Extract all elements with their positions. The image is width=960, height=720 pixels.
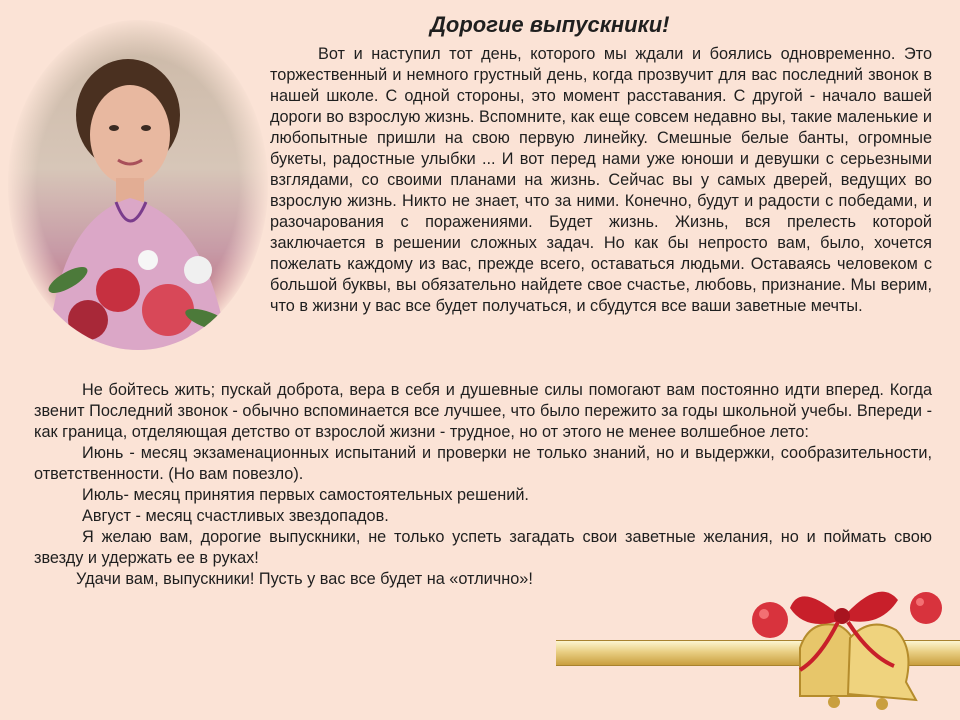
white-flowers bbox=[184, 256, 212, 284]
intro-paragraph: Вот и наступил тот день, которого мы ждали и боялись одновременно. Это торжественный и немного грустный день, когда прозвучит для вас последний звонок в нашей школе. С одной стороны, это момент расставания. С другой - начало вашей дороги во взрослую жизнь. Вспомните, как еще совсем недавно вы, такие маленькие и любопытные пришли на свою первую линейку. Смешные белые банты, огромные букеты, радостные улыбки ... И вот перед нами уже юноши и девушки с серьезными взглядами, со своими планами на жизнь. Сейчас вы у самых дверей, ведущих во взрослую жизнь. Никто не знает, что за ними. Конечно, будут и радости с победами, и разочарования с поражениями. Будет жизнь. Жизнь, вся прелесть которой заключается в решении сложных задач. Но как бы непросто вам, было, хочется пожелать каждому из вас, прежде всего, оставаться людьми. Оставаясь человеком с большой буквы, вы обязательно найдете свое счастье, любовь, признание. Мы верим, что в жизни у вас все будет получаться, и сбудутся все ваши заветные мечты. bbox=[270, 45, 932, 315]
bell-clapper bbox=[876, 698, 888, 710]
paragraph-june: Июнь - месяц экзаменационных испытаний и проверки не только знаний, но и выдержки, сообразительности, ответственности. (Но вам повезло). bbox=[34, 444, 932, 483]
red-bow-loop bbox=[790, 596, 842, 624]
red-bow-loop bbox=[846, 592, 898, 622]
intro-text-block bbox=[270, 44, 932, 317]
right-eye bbox=[141, 125, 151, 131]
paragraph-wish: Я желаю вам, дорогие выпускники, не только успеть загадать свои заветные желания, но и поймать свою звезду и удержать ее в руках! bbox=[34, 528, 932, 567]
face bbox=[90, 85, 170, 185]
white-flowers bbox=[138, 250, 158, 270]
red-ornament-ball bbox=[910, 592, 942, 624]
portrait-illustration bbox=[8, 20, 268, 350]
page-title: Дорогие выпускники! bbox=[430, 12, 670, 37]
paragraph-live-boldly: Не бойтесь жить; пускай доброта, вера в себя и душевные силы помогают вам постоянно идти вперед. Когда звенит Последний звонок - обычно вспоминается все лучшее, что было пережито за годы школьной учебы. Впереди - как граница, отделяющая детство от взрослой жизни - трудное, но от этого не менее волшебное лето: bbox=[34, 381, 932, 441]
red-rose bbox=[96, 268, 140, 312]
ornament-highlight bbox=[759, 609, 769, 619]
red-rose bbox=[68, 300, 108, 340]
red-rose bbox=[142, 284, 194, 336]
bell-clapper bbox=[828, 696, 840, 708]
red-ornament-ball bbox=[752, 602, 788, 638]
teacher-portrait-photo bbox=[8, 20, 268, 350]
paragraph-august: Август - месяц счастливых звездопадов. bbox=[82, 507, 389, 525]
paragraph-july: Июль- месяц принятия первых самостоятельных решений. bbox=[82, 486, 529, 504]
main-text-block bbox=[34, 380, 932, 590]
golden-bells-with-red-bow bbox=[730, 578, 960, 720]
paragraph-good-luck: Удачи вам, выпускники! Пусть у вас все будет на «отлично»! bbox=[76, 570, 533, 588]
ornament-highlight bbox=[916, 598, 924, 606]
left-eye bbox=[109, 125, 119, 131]
